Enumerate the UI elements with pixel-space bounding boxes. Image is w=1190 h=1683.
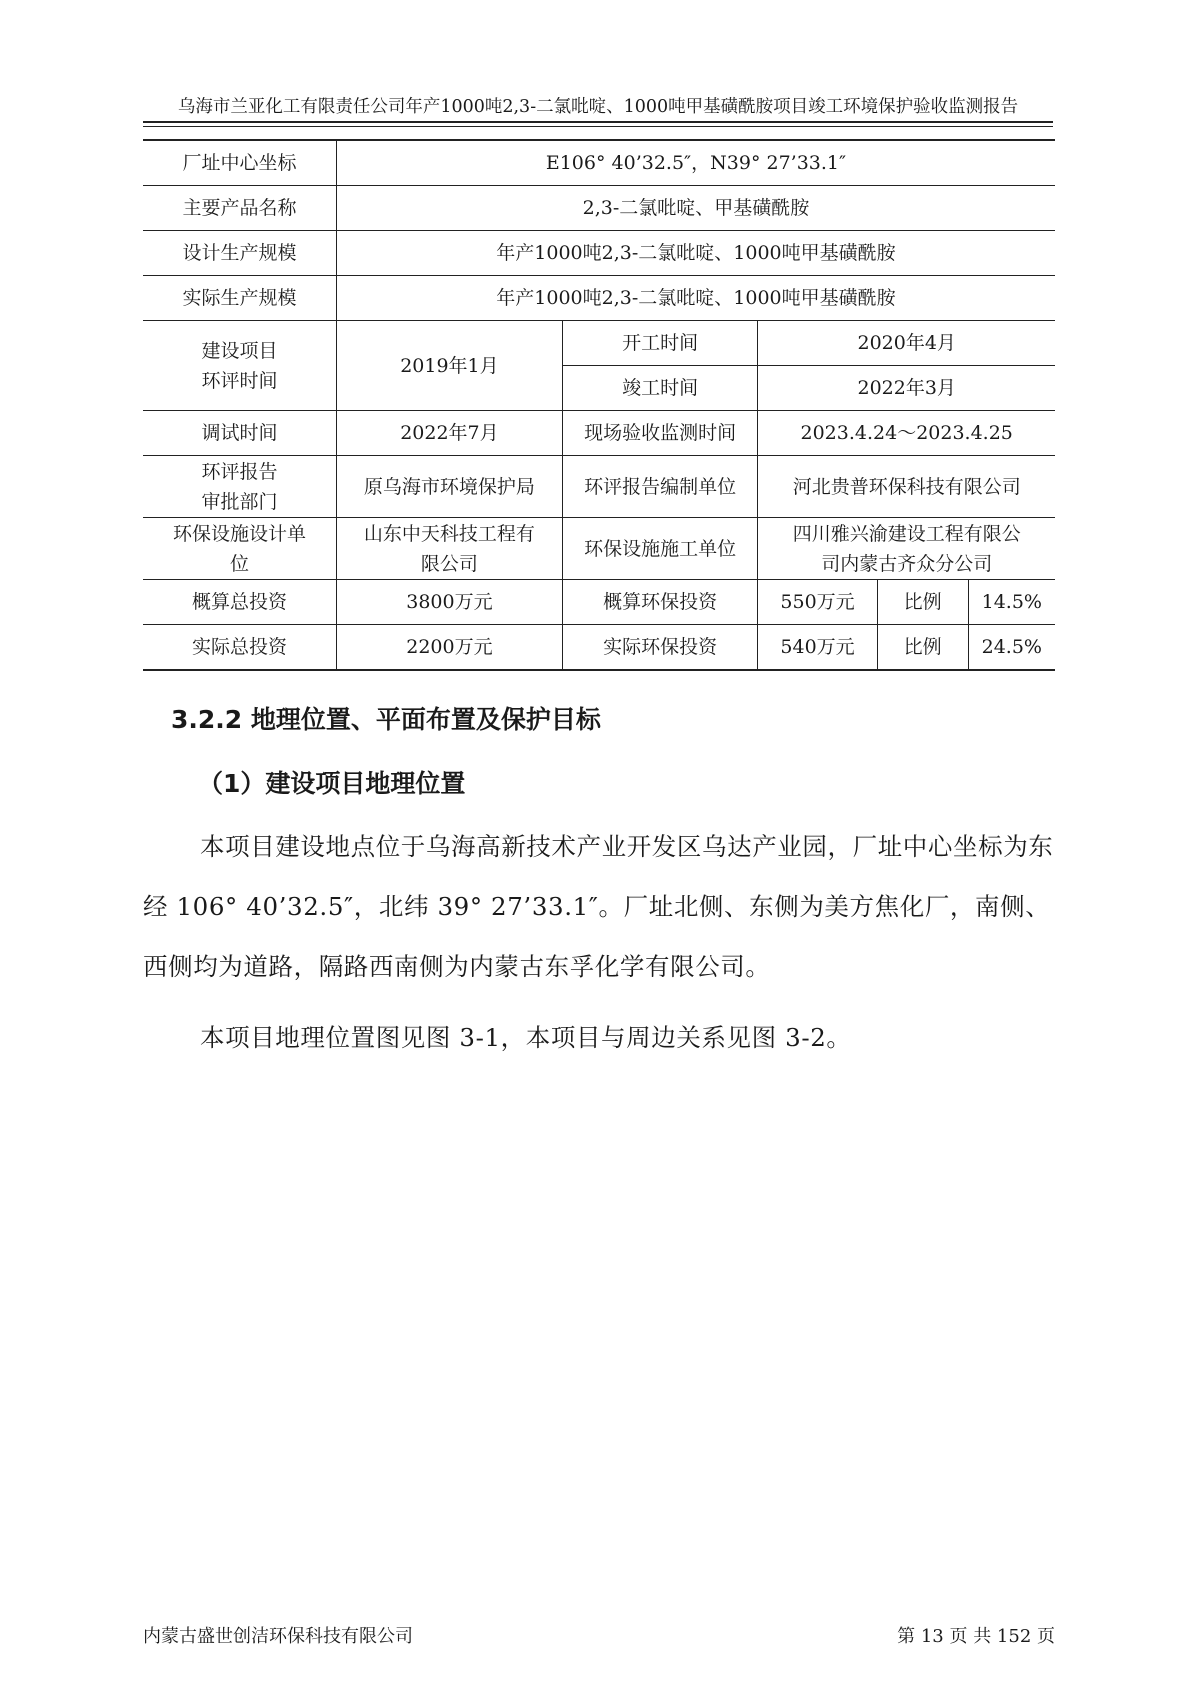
design-unit-value [336,518,562,580]
est-env-investment-label: 概算环保投资 [562,580,758,625]
table-row [143,231,1055,276]
table-row [143,456,1055,518]
approval-dept-label-line1: 环评报告 [201,460,278,483]
site-coord-label: 厂址中心坐标 [143,140,336,186]
header-rule-thick [143,121,1053,123]
monitor-time-label: 现场验收监测时间 [562,411,758,456]
table-row [143,276,1055,321]
actual-env-investment-value: 540万元 [758,625,877,671]
product-name-label: 主要产品名称 [143,186,336,231]
actual-ratio-label: 比例 [877,625,968,671]
table-row [143,625,1055,671]
table-row [143,321,1055,366]
eia-time-label-line1: 建设项目 [201,339,278,362]
table-row [143,580,1055,625]
eia-time-label [143,321,336,411]
est-investment-value: 3800万元 [336,580,562,625]
body-paragraph-location: 本项目建设地点位于乌海高新技术产业开发区乌达产业园，厂址中心坐标为东经 106° 40’32.5″，北纬 39° 27’33.1″。厂址北侧、东侧为美方焦化厂，南侧、西侧均为道路，隔路西南侧为内蒙古东孚化学有限公司。 [143,832,1054,981]
header-title: 乌海市兰亚化工有限责任公司年产1000吨2,3-二氯吡啶、1000吨甲基磺酰胺项目竣工环境保护验收监测报告 [177,97,1019,117]
site-coord-value: E106° 40’32.5″，N39° 27’33.1″ [336,140,1055,186]
actual-ratio-value: 24.5% [968,625,1055,671]
actual-scale-label: 实际生产规模 [143,276,336,321]
est-ratio-label: 比例 [877,580,968,625]
est-env-investment-value: 550万元 [758,580,877,625]
finish-time-value: 2022年3月 [758,366,1055,411]
eia-author-value: 河北贵普环保科技有限公司 [758,456,1055,518]
construction-unit-label: 环保设施施工单位 [562,518,758,580]
actual-investment-value: 2200万元 [336,625,562,671]
actual-env-investment-label: 实际环保投资 [562,625,758,671]
est-ratio-value: 14.5% [968,580,1055,625]
finish-time-label: 竣工时间 [562,366,758,411]
design-scale-label: 设计生产规模 [143,231,336,276]
table-row [143,411,1055,456]
design-scale-value: 年产1000吨2,3-二氯吡啶、1000吨甲基磺酰胺 [336,231,1055,276]
actual-scale-value: 年产1000吨2,3-二氯吡啶、1000吨甲基磺酰胺 [336,276,1055,321]
table-row [143,518,1055,580]
subsection-title: （1）建设项目地理位置 [198,769,466,798]
table-row [143,186,1055,231]
approval-dept-value: 原乌海市环境保护局 [336,456,562,518]
start-time-value: 2020年4月 [758,321,1055,366]
debug-time-value: 2022年7月 [336,411,562,456]
eia-time-value: 2019年1月 [336,321,562,411]
project-info-table [143,139,1055,671]
debug-time-label: 调试时间 [143,411,336,456]
section-title: 3.2.2 地理位置、平面布置及保护目标 [171,705,601,734]
header-rule-thin [143,126,1053,127]
start-time-label: 开工时间 [562,321,758,366]
eia-author-label: 环评报告编制单位 [562,456,758,518]
design-unit-label-line1: 环保设施设计单 [172,522,306,545]
footer-company: 内蒙古盛世创洁环保科技有限公司 [143,1626,413,1647]
construction-unit-value-line1: 四川雅兴渝建设工程有限公 [792,522,1021,545]
construction-unit-value [758,518,1055,580]
design-unit-label-line2: 位 [229,552,249,575]
monitor-time-value: 2023.4.24～2023.4.25 [758,411,1055,456]
design-unit-value-line2: 限公司 [420,552,478,575]
construction-unit-value-line2: 司内蒙古齐众分公司 [821,552,993,575]
approval-dept-label [143,456,336,518]
approval-dept-label-line2: 审批部门 [201,490,278,513]
design-unit-label [143,518,336,580]
body-paragraph-figures: 本项目地理位置图见图 3-1，本项目与周边关系见图 3-2。 [200,1023,852,1052]
product-name-value: 2,3-二氯吡啶、甲基磺酰胺 [336,186,1055,231]
table-row [143,140,1055,186]
actual-investment-label: 实际总投资 [143,625,336,671]
design-unit-value-line1: 山东中天科技工程有 [363,522,535,545]
footer-page-number: 第 13 页 共 152 页 [897,1626,1055,1647]
est-investment-label: 概算总投资 [143,580,336,625]
eia-time-label-line2: 环评时间 [201,369,278,392]
